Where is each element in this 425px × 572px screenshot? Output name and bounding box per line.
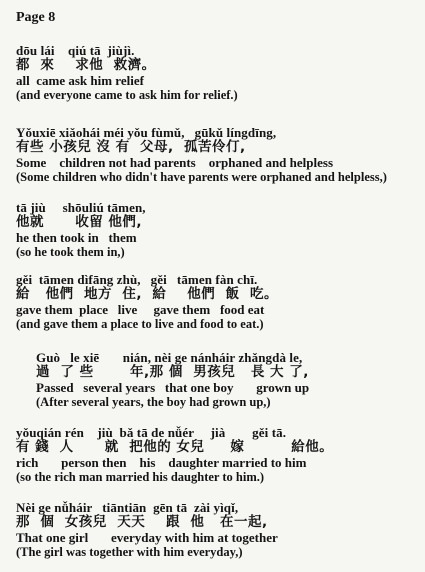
stanza-5 xyxy=(36,350,421,410)
pinyin-line: Yǒuxiē xiǎohái méi yǒu fùmǔ, gūkǔ língdīng, xyxy=(16,125,277,140)
gloss-line: That one girl everyday with him at together xyxy=(16,530,278,545)
translation-line: (The girl was together with him everyday,) xyxy=(16,545,243,559)
stanza-6 xyxy=(16,425,416,485)
stanza-4 xyxy=(16,272,416,332)
translation-line: (and everyone came to ask him for relief.) xyxy=(16,88,238,102)
pinyin-line: yǒuqián rén jiù bǎ tā de nǚér jià gěi tā. xyxy=(16,425,287,440)
stanza-1 xyxy=(16,43,416,103)
gloss-line: Some children not had parents orphaned and helpless xyxy=(16,155,334,170)
stanza-3 xyxy=(16,200,416,260)
chinese-line: 他就 收留 他們, xyxy=(16,214,143,230)
stanza-7 xyxy=(16,500,416,560)
gloss-line: all came ask him relief xyxy=(16,73,144,88)
pinyin-line: tā jiù shōuliú tāmen, xyxy=(16,200,146,215)
translation-line: (so the rich man married his daughter to him.) xyxy=(16,470,265,484)
page-number: Page 8 xyxy=(16,10,56,25)
chinese-line: 都 來 求他 救濟。 xyxy=(16,57,156,73)
translation-line: (so he took them in,) xyxy=(16,245,125,259)
translation-line: (Some children who didn't have parents were orphaned and helpless,) xyxy=(16,170,387,184)
chinese-line: 有些 小孩兒 沒 有 父母, 孤苦伶仃, xyxy=(16,139,246,155)
gloss-line: gave them place live gave them food eat xyxy=(16,302,265,317)
pinyin-line: Guò le xiē nián, nèi ge nánháir zhǎngdà le, xyxy=(36,350,303,365)
pinyin-line: Nèi ge nǚháir tiāntiān gēn tā zài yìqǐ, xyxy=(16,500,239,515)
translation-line: (After several years, the boy had grown up,) xyxy=(36,395,271,409)
pinyin-line: dōu lái qiú tā jiùjì. xyxy=(16,43,135,58)
chinese-line: 那 個 女孩兒 天天 跟 他 在一起, xyxy=(16,514,268,530)
chinese-line: 給 他們 地方 住, 給 他們 飯 吃。 xyxy=(16,286,279,302)
translation-line: (and gave them a place to live and food to eat.) xyxy=(16,317,264,331)
stanza-2 xyxy=(16,125,416,185)
gloss-line: rich person then his daughter married to him xyxy=(16,455,307,470)
gloss-line: he then took in them xyxy=(16,230,137,245)
gloss-line: Passed several years that one boy grown up xyxy=(36,380,310,395)
chinese-line: 過 了 些 年,那 個 男孩兒 長 大 了, xyxy=(36,364,309,380)
pinyin-line: gěi tāmen dìfāng zhù, gěi tāmen fàn chī. xyxy=(16,272,258,287)
chinese-line: 有 錢 人 就 把他的 女兒 嫁 給他。 xyxy=(16,439,334,455)
